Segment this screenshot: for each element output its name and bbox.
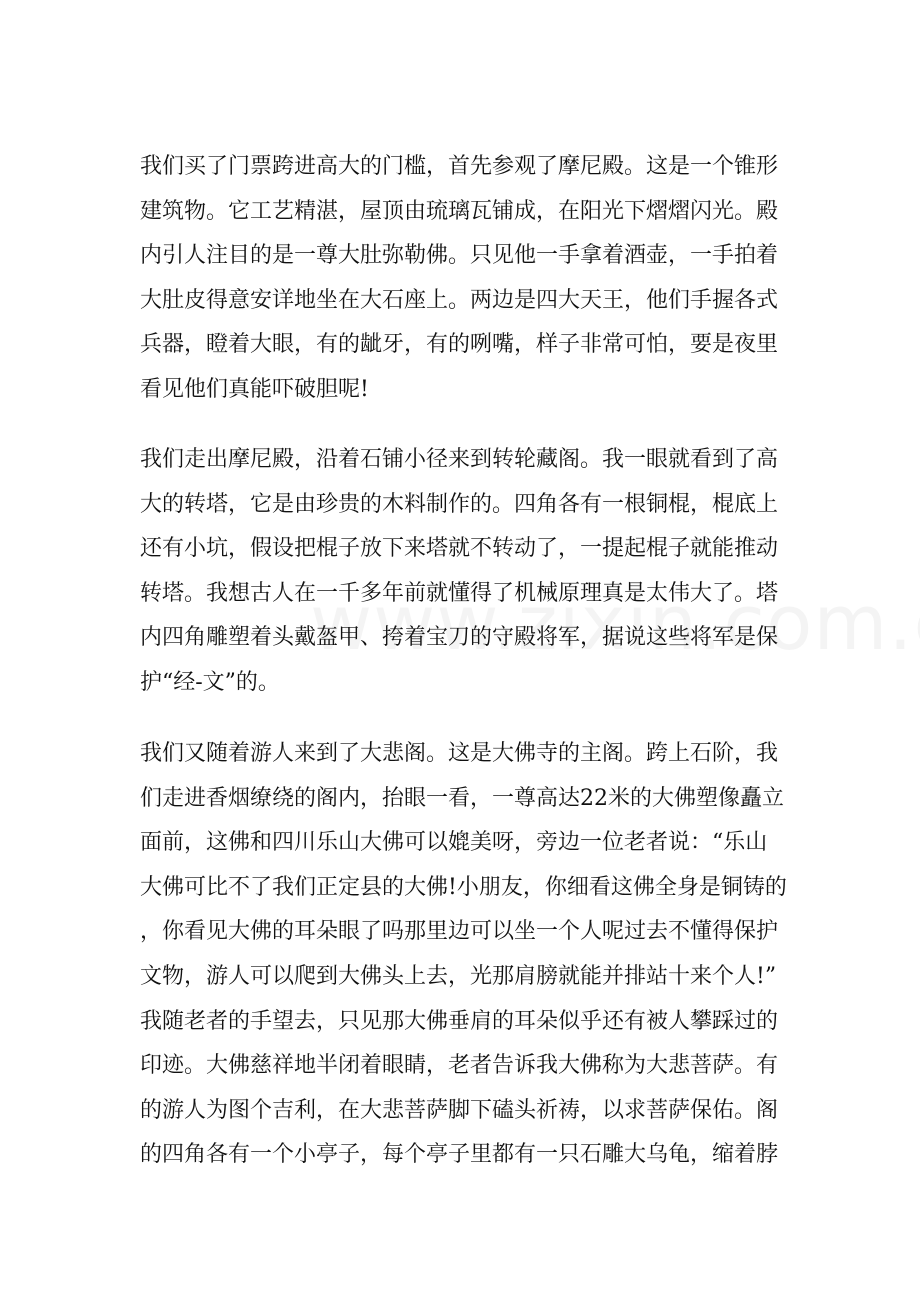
paragraph-line: 大佛可比不了我们正定县的大佛!小朋友，你细看这佛全身是铜铸的 (140, 874, 787, 900)
paragraph-line: 我随老者的手望去，只见那大佛垂肩的耳朵似乎还有被人攀踩过的 (140, 1008, 779, 1034)
paragraph-line: 转塔。我想古人在一千多年前就懂得了机械原理真是太伟大了。塔 (140, 580, 779, 606)
paragraph-line: 我们又随着游人来到了大悲阁。这是大佛寺的主阁。跨上石阶，我 (140, 741, 779, 766)
paragraph-line: 的四角各有一个小亭子，每个亭子里都有一只石雕大乌龟，缩着脖 (140, 1142, 779, 1168)
paragraph-line: ，你看见大佛的耳朵眼了吗那里边可以坐一个人呢过去不懂得保护 (140, 919, 779, 945)
paragraph-line: 我们买了门票跨进高大的门槛，首先参观了摩尼殿。这是一个锥形 (140, 154, 779, 179)
paragraph-line: 内四角雕塑着头戴盔甲、挎着宝刀的守殿将军，据说这些将军是保 (140, 625, 779, 651)
paragraph-line: 兵器，瞪着大眼，有的龇牙，有的咧嘴，样子非常可怕，要是夜里 (140, 332, 779, 358)
paragraph-line: 面前，这佛和四川乐山大佛可以媲美呀，旁边一位老者说：“乐山 (140, 830, 768, 856)
paragraph-line: 内引人注目的是一尊大肚弥勒佛。只见他一手拿着酒壶，一手拍着 (140, 243, 779, 269)
paragraph-line: 大的转塔，它是由珍贵的木料制作的。四角各有一根铜棍，棍底上 (140, 491, 779, 517)
paragraph-line: 看见他们真能吓破胆呢! (140, 376, 369, 402)
paragraph-3 (140, 732, 787, 1178)
paragraph-line: 们走进香烟缭绕的阁内，抬眼一看，一尊高达22米的大佛塑像矗立 (140, 785, 784, 811)
paragraph-line: 还有小坑，假设把棍子放下来塔就不转动了，一提起棍子就能推动 (140, 536, 779, 562)
paragraph-line: 建筑物。它工艺精湛，屋顶由琉璃瓦铺成，在阳光下熠熠闪光。殿 (140, 198, 779, 224)
paragraph-line: 大肚皮得意安详地坐在大石座上。两边是四大天王，他们手握各式 (140, 287, 779, 313)
paragraph-line: 我们走出摩尼殿，沿着石铺小径来到转轮藏阁。我一眼就看到了高 (140, 447, 779, 472)
paragraph-line: 文物，游人可以爬到大佛头上去，光那肩膀就能并排站十来个人!” (140, 963, 777, 989)
paragraph-1 (140, 145, 780, 413)
paragraph-line: 印迹。大佛慈祥地半闭着眼睛，老者告诉我大佛称为大悲菩萨。有 (140, 1053, 779, 1079)
paragraph-line: 的游人为图个吉利，在大悲菩萨脚下磕头祈祷，以求菩萨保佑。阁 (140, 1097, 779, 1123)
paragraph-line: 护“经-文”的。 (140, 669, 280, 695)
paragraph-2 (140, 438, 780, 706)
